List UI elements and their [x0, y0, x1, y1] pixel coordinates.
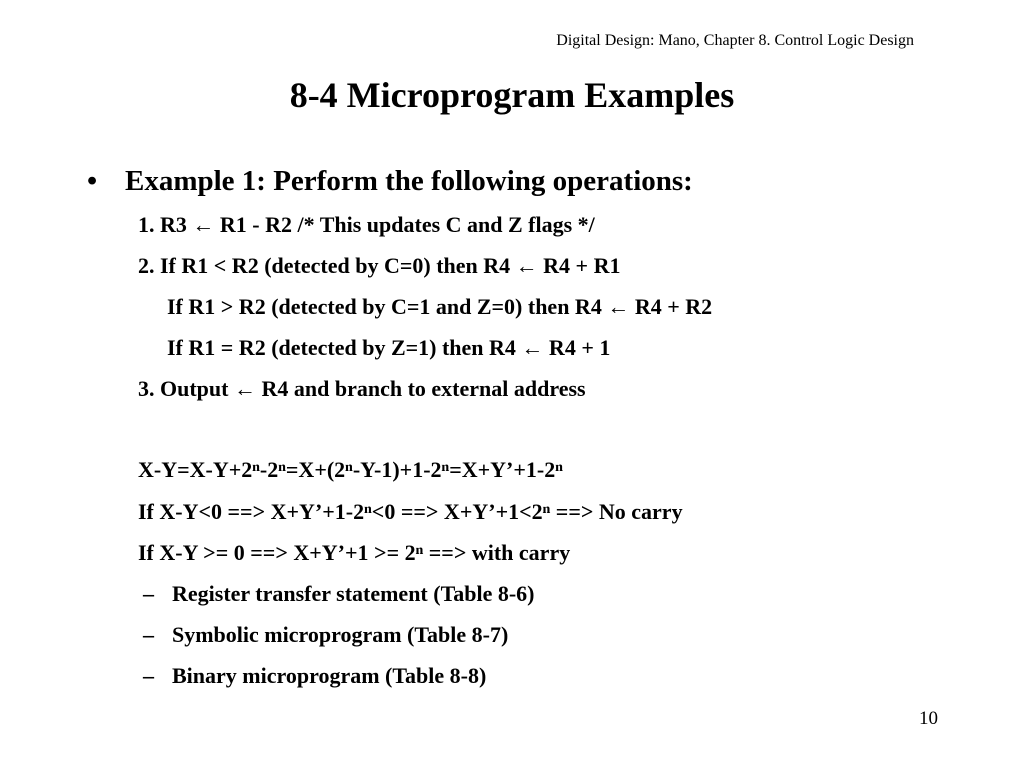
dash-item-text: Register transfer statement (Table 8-6)	[172, 581, 535, 606]
dash-item-text: Symbolic microprogram (Table 8-7)	[172, 622, 509, 647]
with-carry-line: If X-Y >= 0 ==> X+Y’+1 >= 2ⁿ ==> with carry	[138, 540, 571, 565]
dash-item-text: Binary microprogram (Table 8-8)	[172, 663, 487, 688]
dash-item-binary-microprogram	[143, 663, 486, 689]
operation-line-2: 2. If R1 < R2 (detected by C=0) then R4 ← R4 + R1	[138, 253, 621, 278]
no-carry-line: If X-Y<0 ==> X+Y’+1-2ⁿ<0 ==> X+Y’+1<2ⁿ ==> No carry	[138, 499, 683, 524]
operation-line-3: 3. Output ← R4 and branch to external address	[138, 376, 586, 401]
equation-line: X-Y=X-Y+2ⁿ-2ⁿ=X+(2ⁿ-Y-1)+1-2ⁿ=X+Y’+1-2ⁿ	[138, 457, 563, 482]
operation-line-2b: If R1 > R2 (detected by C=1 and Z=0) then R4 ← R4 + R2	[167, 294, 713, 319]
operation-line-2c: If R1 = R2 (detected by Z=1) then R4 ← R4 + 1	[167, 335, 611, 360]
dash-item-symbolic-microprogram	[143, 622, 508, 648]
operation-line-1: 1. R3 ← R1 - R2 /* This updates C and Z flags */	[138, 212, 595, 237]
page-number: 10	[919, 708, 938, 729]
dash-item-register-transfer	[143, 581, 535, 607]
bullet-item	[87, 165, 693, 198]
bullet-text: Example 1: Perform the following operations:	[125, 165, 693, 197]
dash-marker: –	[143, 663, 154, 688]
dash-marker: –	[143, 581, 154, 606]
bullet-marker: •	[87, 165, 98, 197]
running-header: Digital Design: Mano, Chapter 8. Control Logic Design	[556, 32, 914, 49]
slide-title: 8-4 Microprogram Examples	[289, 75, 735, 115]
dash-marker: –	[143, 622, 154, 647]
